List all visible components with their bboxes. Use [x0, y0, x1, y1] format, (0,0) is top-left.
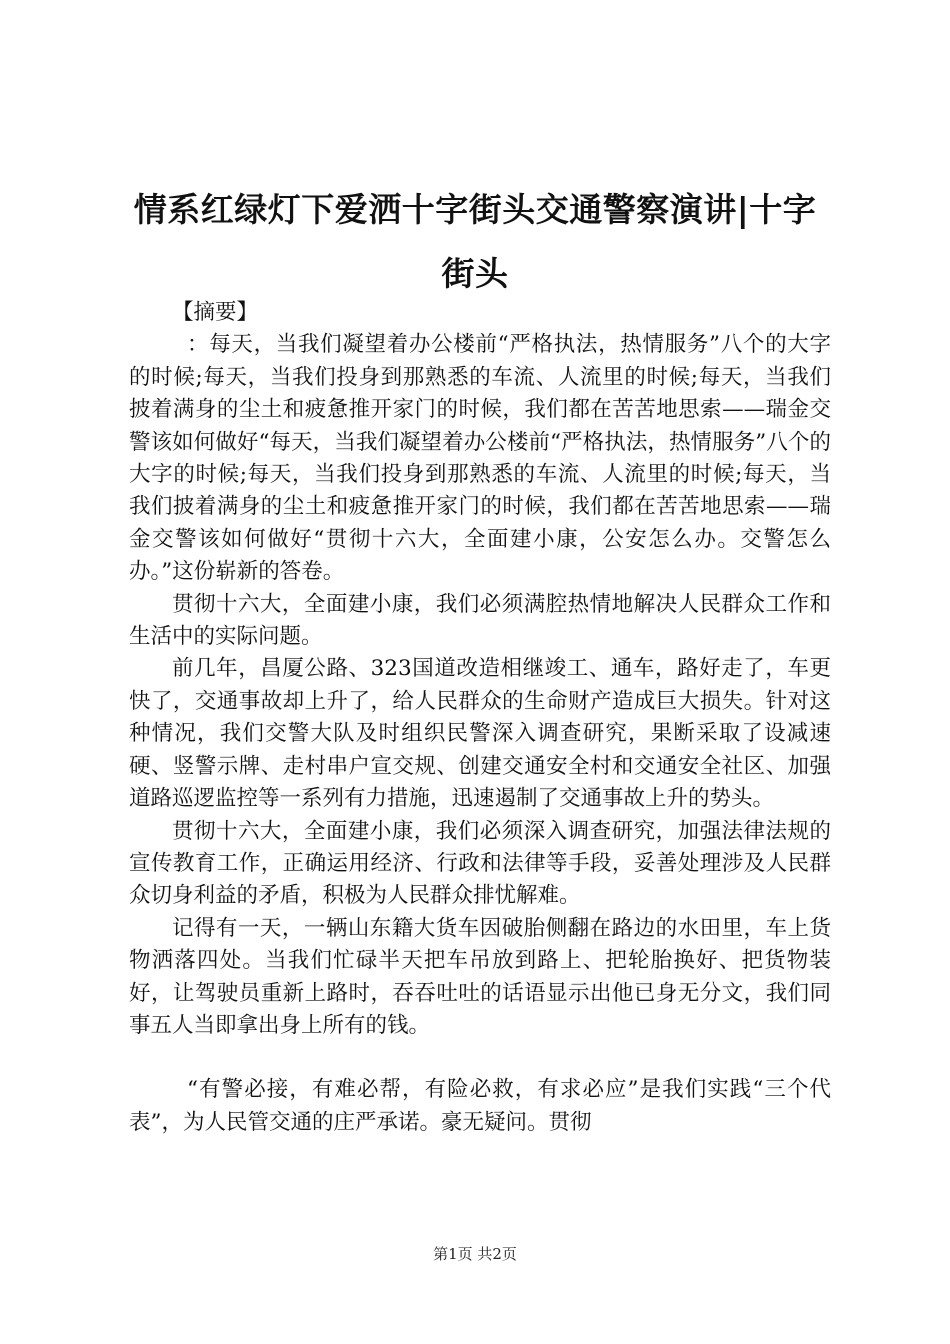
paragraph: “有警必接，有难必帮，有险必救，有求必应”是我们实践“三个代表”，为人民管交通的庄严承诺。豪无疑问。贯彻 [129, 1077, 831, 1135]
abstract-label: 【摘要】 [172, 300, 259, 325]
paragraph: 贯彻十六大，全面建小康，我们必须深入调查研究，加强法律法规的宣传教育工作，正确运用经济、行政和法律等手段，妥善处理涉及人民群众切身利益的矛盾，积极为人民群众排忧解难。 [129, 818, 831, 909]
document-body [129, 297, 831, 1139]
page-footer [0, 1244, 950, 1264]
page-number-label: 第1页 共2页 [433, 1245, 517, 1263]
paragraph: 记得有一天，一辆山东籍大货车因破胎侧翻在路边的水田里，车上货物洒落四处。当我们忙碌半天把车吊放到路上、把轮胎换好、把货物装好，让驾驶员重新上路时，吞吞吐吐的话语显示出他已身无分文，我们同事五人当即拿出身上所有的钱。 [129, 915, 831, 1038]
paragraph: 前几年，昌厦公路、323国道改造相继竣工、通车，路好走了，车更快了，交通事故却上升了，给人民群众的生命财产造成巨大损失。针对这种情况，我们交警大队及时组织民警深入调查研究，果断采取了设减速硬、竖警示牌、走村串户宣交规、创建交通安全村和交通安全社区、加强道路巡逻监控等一系列有力措施，迅速遏制了交通事故上升的势头。 [129, 656, 831, 812]
paragraph: 贯彻十六大，全面建小康，我们必须满腔热情地解决人民群众工作和生活中的实际问题。 [129, 591, 831, 650]
paragraph-abstract: ：每天，当我们凝望着办公楼前“严格执法，热情服务”八个的大字的时候;每天，当我们投身到那熟悉的车流、人流里的时候;每天，当我们披着满身的尘土和疲惫推开家门的时候，我们都在苦苦地思索——瑞金交警该如何做好“每天，当我们凝望着办公楼前“严格执法，热情服务”八个的大字的时候;每天，当我们投身到那熟悉的车流、人流里的时候;每天，当我们披着满身的尘土和疲惫推开家门的时候，我们都在苦苦地思索——瑞金交警该如何做好“贯彻十六大，全面建小康，公安怎么办。交警怎么办。”这份崭新的答卷。 [129, 332, 831, 585]
document-title: 情系红绿灯下爱洒十字街头交通警察演讲|十字街头 [133, 190, 817, 293]
